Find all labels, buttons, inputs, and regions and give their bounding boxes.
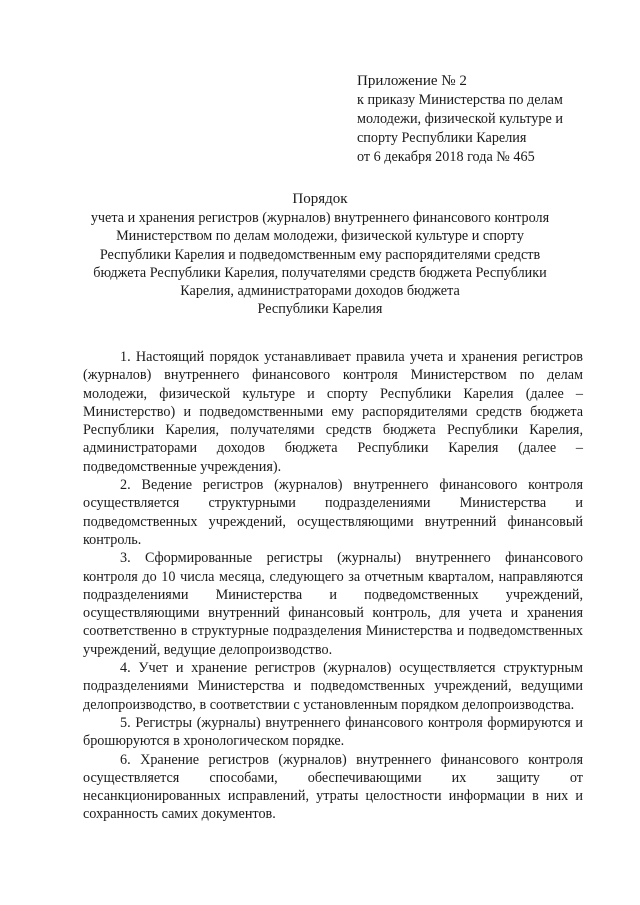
document-body [83, 348, 583, 824]
title-line: Республики Карелия и подведомственным ему распорядителями средств [99, 246, 541, 263]
appendix-order-line-3: спорту Республики Карелия [357, 130, 527, 146]
paragraph-5: 5. Регистры (журналы) внутреннего финансового контроля формируются и брошюруются в хронологическом порядке. [83, 714, 583, 750]
paragraph-3: 3. Сформированные регистры (журналы) внутреннего финансового контроля до 10 числа месяца, следующего за отчетным кварталом, направляются подразделениями Министерства и подведомственных учреждений, осуществляющими внутренний финансовый контроль, для учета и хранения соответственно в структурные подразделения Министерства и подведомственных учреждений, ведущие делопроизводство. [83, 550, 583, 658]
appendix-order-line-1: к приказу Министерства по делам [357, 92, 563, 108]
appendix-header [357, 72, 627, 167]
title-line: Министерством по делам молодежи, физической культуре и спорту [116, 228, 524, 245]
paragraph-1: 1. Настоящий порядок устанавливает правила учета и хранения регистров (журналов) внутреннего финансового контроля Министерством по делам молодежи, физической культуре и спорту Республики Карелия (далее – Министерство) и подведомственными ему распорядителями средств бюджета Республики Карелия, получателями средств бюджета Республики Карелия, администраторами доходов бюджета Республики Карелия (далее – подведомственные учреждения). [83, 349, 583, 475]
title-line: учета и хранения регистров (журналов) внутреннего финансового контроля [90, 210, 550, 227]
title-line: Республики Карелия [257, 301, 383, 318]
paragraph-6: 6. Хранение регистров (журналов) внутреннего финансового контроля осуществляется способами, обеспечивающими их защиту от несанкционированных исправлений, утраты целостности информации в них и сохранность самих документов. [83, 751, 583, 823]
appendix-order-date: от 6 декабря 2018 года № 465 [357, 149, 535, 165]
appendix-order-line-2: молодежи, физической культуре и [357, 111, 563, 127]
document-title [60, 190, 580, 318]
title-heading: Порядок [292, 191, 348, 207]
paragraph-4: 4. Учет и хранение регистров (журналов) осуществляется структурным подразделениями Министерства и подведомственных учреждений, ведущими делопроизводство, в соответствии с установленным порядком делопроизводства. [83, 660, 583, 713]
title-line: бюджета Республики Карелия, получателями средств бюджета Республики [93, 264, 547, 281]
appendix-number: Приложение № 2 [357, 73, 467, 89]
title-line: Карелия, администраторами доходов бюджета [180, 283, 460, 300]
paragraph-2: 2. Ведение регистров (журналов) внутреннего финансового контроля осуществляется структурными подразделениями Министерства и подведомственных учреждений, осуществляющими внутренний финансовый контроль. [83, 477, 583, 548]
